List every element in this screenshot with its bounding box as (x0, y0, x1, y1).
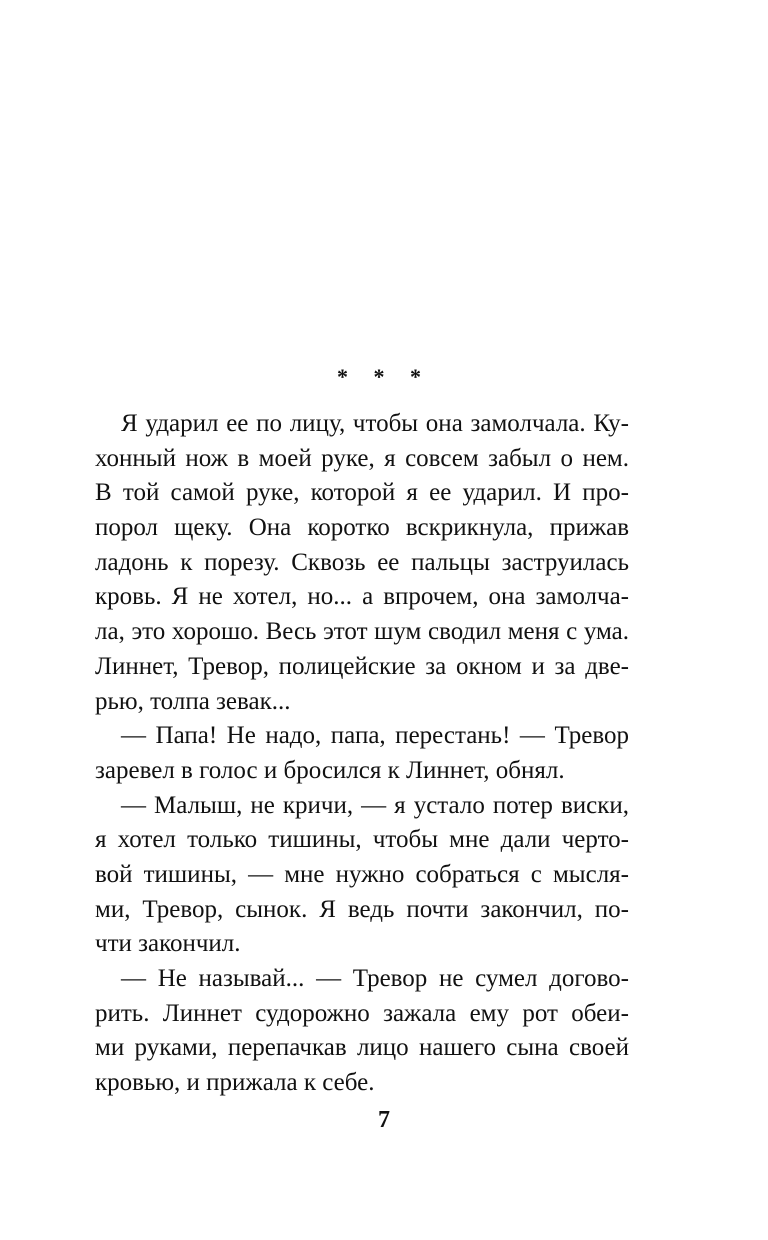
text-line: ла, это хорошо. Весь этот шум сводил меня с ума. (95, 618, 629, 646)
text-line: Я ударил ее по лицу, чтобы она замолчала. Ку- (121, 410, 629, 437)
paragraph (95, 789, 629, 962)
text-line: хонный нож в моей руке, я совсем забыл о нем. (95, 444, 629, 472)
text-line: заревел в голос и бросился к Линнет, обнял. (95, 756, 565, 784)
text-line: кровью, и прижала к себе. (95, 1069, 375, 1097)
text-line: кровь. Я не хотел, но... а впрочем, она замолча- (95, 583, 629, 611)
text-line: ми, Тревор, сынок. Я ведь почти закончил, по- (95, 895, 629, 923)
text-line: В той самой руке, которой я ее ударил. И про- (95, 479, 629, 507)
text-line: Линнет, Тревор, полицейские за окном и за две- (95, 652, 629, 680)
paragraph (95, 407, 629, 719)
text-line: рью, толпа зевак... (95, 687, 291, 715)
text-line: — Малыш, не кричи, — я устало потер виски, (121, 791, 629, 819)
body-text (95, 407, 629, 1101)
text-line: порол щеку. Она коротко вскрикнула, прижав (95, 514, 629, 542)
text-line: ми руками, перепачкав лицо нашего сына своей (95, 1034, 629, 1062)
paragraph (95, 719, 629, 788)
text-line: ладонь к порезу. Сквозь ее пальцы заструилась (95, 548, 629, 576)
text-line: я хотел только тишины, чтобы мне дали черто- (95, 826, 629, 854)
paragraph (95, 962, 629, 1101)
section-separator: * * * (337, 364, 431, 389)
text-line: вой тишины, — мне нужно собраться с мысля- (95, 860, 629, 888)
text-line: — Папа! Не надо, папа, перестань! — Тревор (121, 722, 629, 750)
text-line: рить. Линнет судорожно зажала ему рот обеи- (95, 999, 629, 1027)
page-number: 7 (378, 1107, 390, 1133)
text-line: чти закончил. (95, 930, 241, 958)
text-line: — Не называй... — Тревор не сумел догово- (121, 965, 629, 992)
